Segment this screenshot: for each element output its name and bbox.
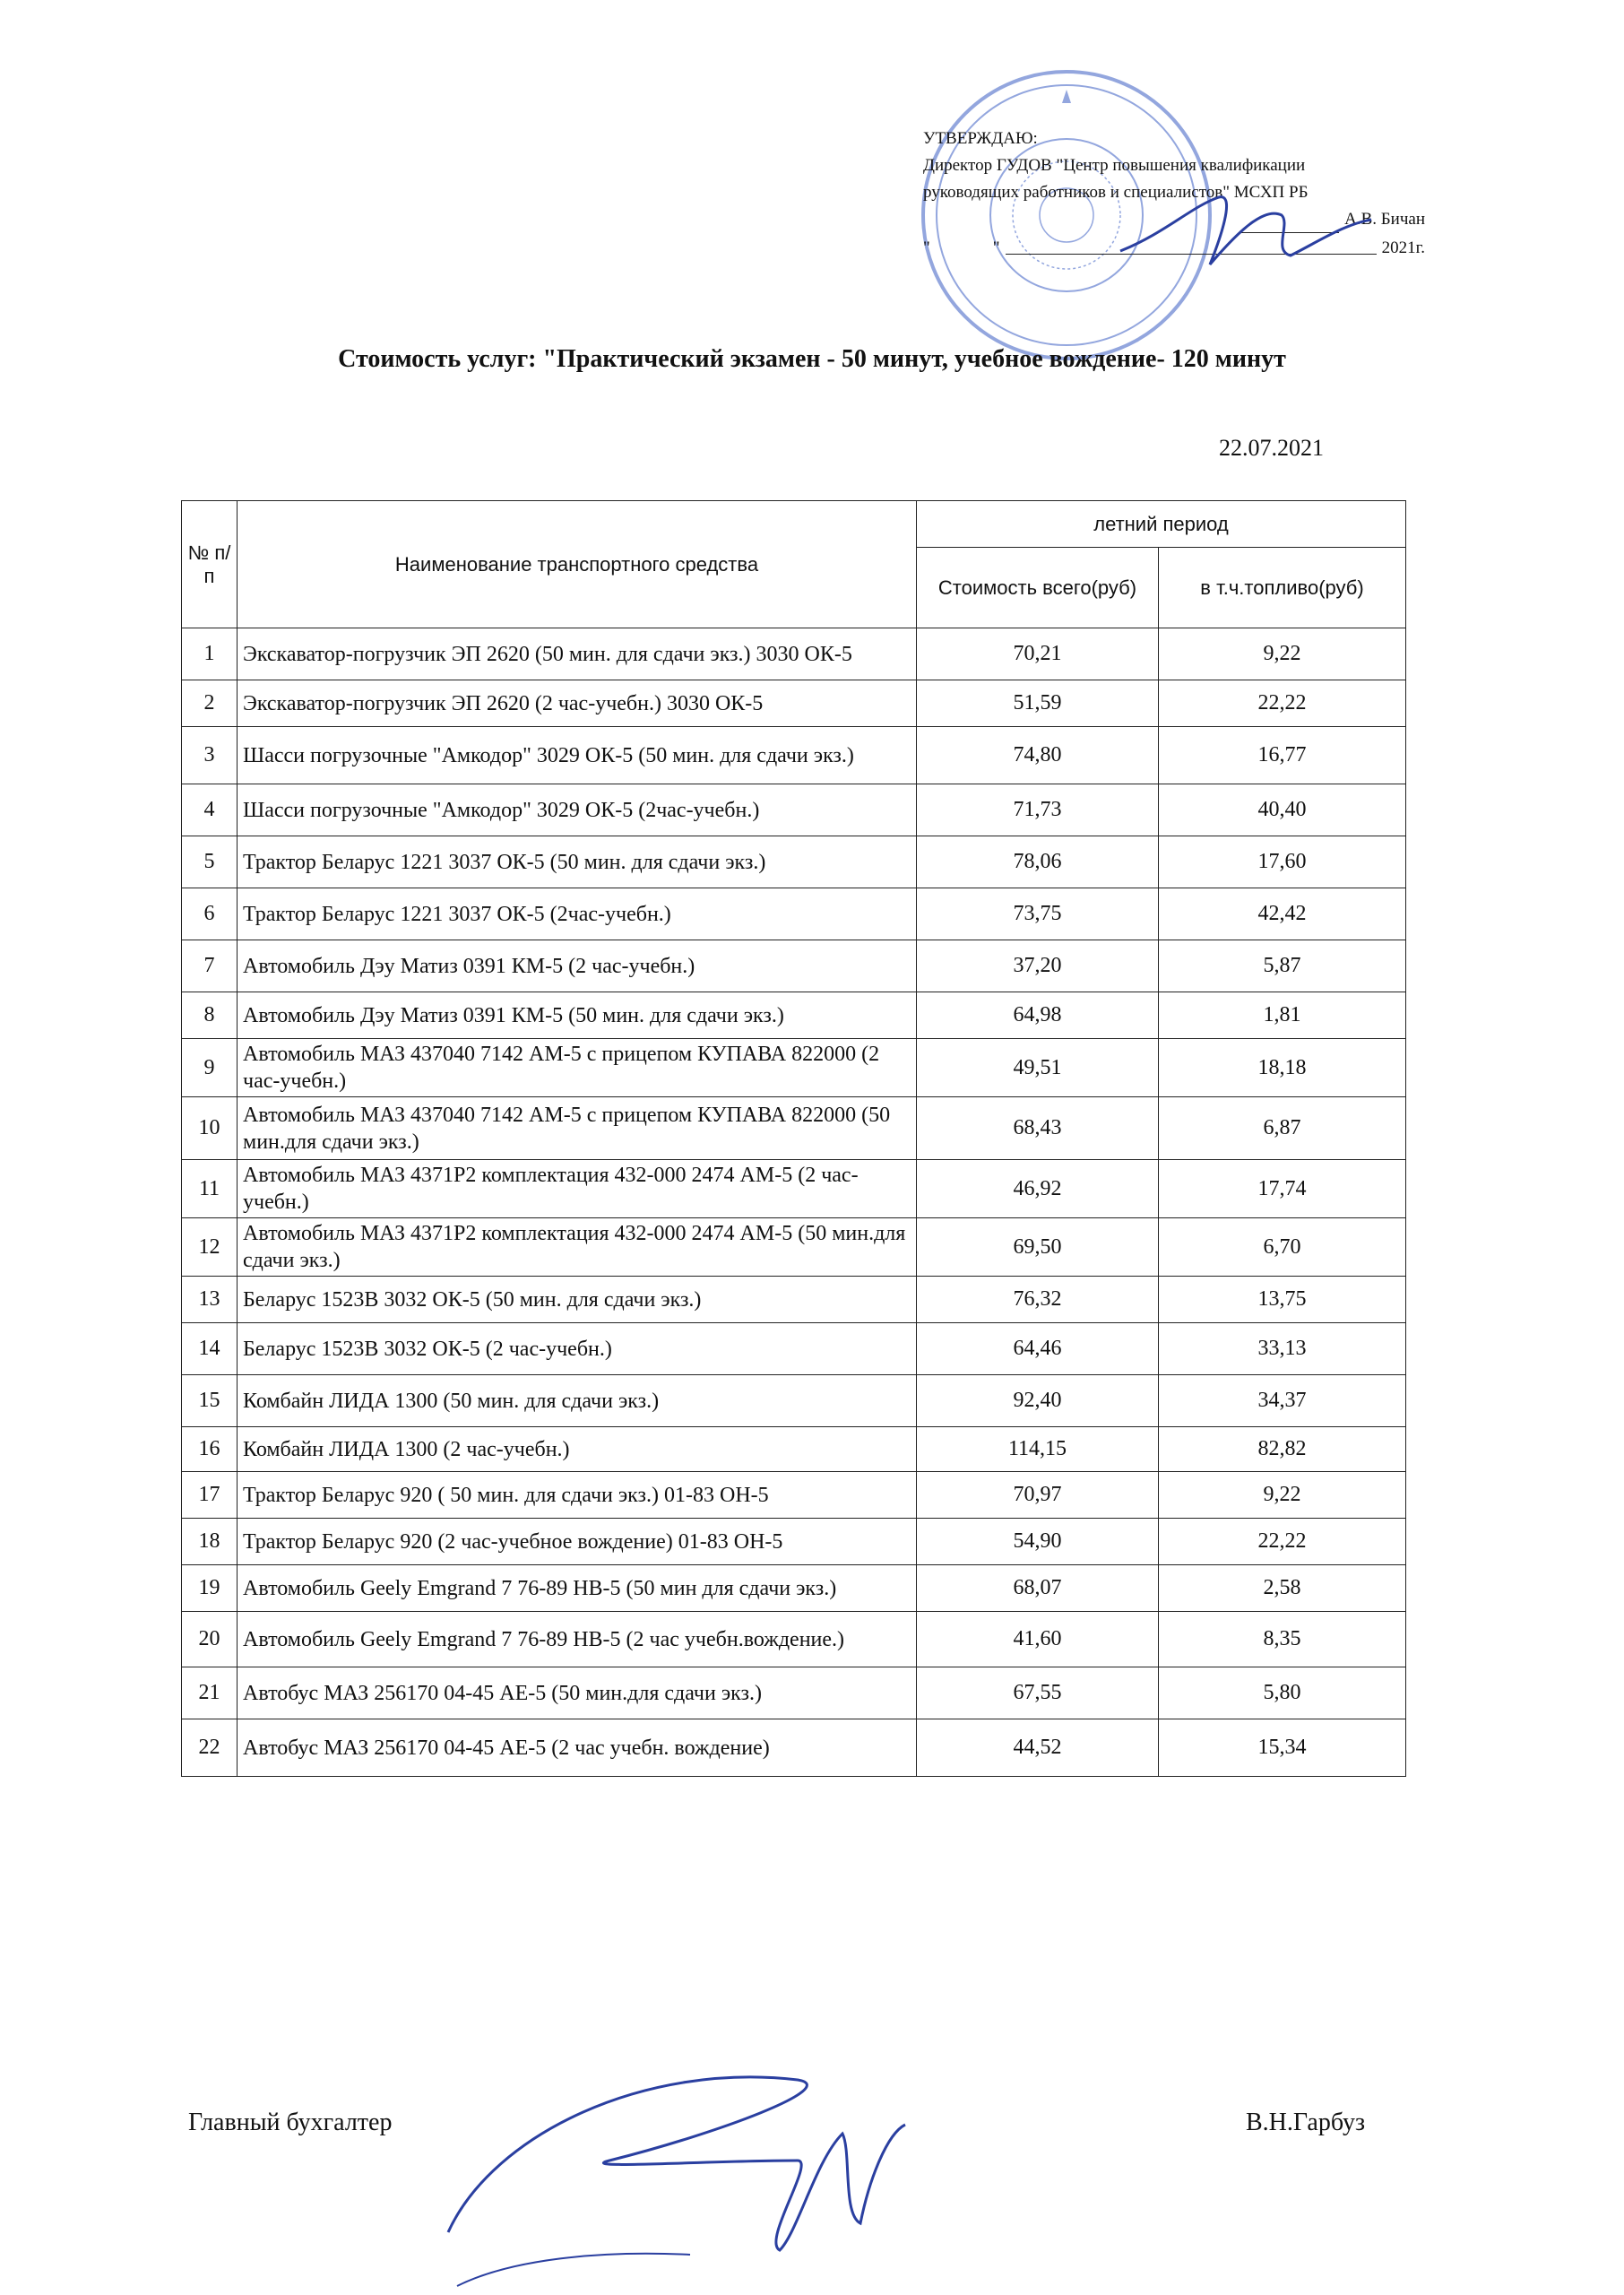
row-fuel-cost: 40,40 [1159,784,1406,836]
table-row [182,1427,1406,1472]
row-fuel-cost: 18,18 [1159,1039,1406,1097]
row-total-cost: 76,32 [917,1277,1159,1323]
row-total-cost: 78,06 [917,836,1159,888]
table-row [182,1160,1406,1218]
row-total-cost: 49,51 [917,1039,1159,1097]
approval-date-quote-close: " [992,238,1000,257]
row-fuel-cost: 9,22 [1159,628,1406,680]
row-fuel-cost: 22,22 [1159,1519,1406,1565]
row-fuel-cost: 6,87 [1159,1097,1406,1160]
table-row [182,628,1406,680]
row-number: 5 [182,836,238,888]
row-fuel-cost: 33,13 [1159,1323,1406,1375]
row-vehicle-name: Автомобиль Дэу Матиз 0391 КМ-5 (50 мин. для сдачи экз.) [238,992,917,1039]
row-total-cost: 44,52 [917,1719,1159,1777]
row-number: 4 [182,784,238,836]
row-fuel-cost: 17,74 [1159,1160,1406,1218]
row-total-cost: 70,97 [917,1472,1159,1519]
table-row [182,1719,1406,1777]
row-number: 15 [182,1375,238,1427]
row-vehicle-name: Автомобиль МАЗ 437040 7142 АМ-5 с прицепом КУПАВА 822000 (2 час-учебн.) [238,1039,917,1097]
column-header-fuel: в т.ч.топливо(руб) [1159,548,1406,628]
row-fuel-cost: 13,75 [1159,1277,1406,1323]
row-total-cost: 92,40 [917,1375,1159,1427]
table-row [182,680,1406,727]
row-vehicle-name: Автомобиль Geely Emgrand 7 76-89 НВ-5 (2 час учебн.вождение.) [238,1612,917,1667]
accountant-name: В.Н.Гарбуз [1246,2109,1366,2136]
row-number: 18 [182,1519,238,1565]
row-total-cost: 51,59 [917,680,1159,727]
table-row [182,1039,1406,1097]
row-vehicle-name: Автобус МАЗ 256170 04-45 АЕ-5 (50 мин.для сдачи экз.) [238,1667,917,1719]
row-vehicle-name: Комбайн ЛИДА 1300 (50 мин. для сдачи экз.) [238,1375,917,1427]
row-vehicle-name: Трактор Беларус 920 (2 час-учебное вождение) 01-83 ОН-5 [238,1519,917,1565]
row-total-cost: 74,80 [917,727,1159,784]
row-number: 9 [182,1039,238,1097]
row-total-cost: 64,46 [917,1323,1159,1375]
row-number: 7 [182,940,238,992]
row-vehicle-name: Автомобиль Geely Emgrand 7 76-89 НВ-5 (50 мин для сдачи экз.) [238,1565,917,1612]
row-total-cost: 69,50 [917,1218,1159,1277]
row-number: 14 [182,1323,238,1375]
row-total-cost: 67,55 [917,1667,1159,1719]
row-vehicle-name: Трактор Беларус 1221 3037 ОК-5 (50 мин. для сдачи экз.) [238,836,917,888]
row-number: 16 [182,1427,238,1472]
approval-heading: УТВЕРЖДАЮ: [923,129,1038,148]
table-row [182,1565,1406,1612]
row-vehicle-name: Автобус МАЗ 256170 04-45 АЕ-5 (2 час учебн. вождение) [238,1719,917,1777]
table-row [182,836,1406,888]
row-number: 12 [182,1218,238,1277]
table-row [182,784,1406,836]
price-table [181,500,1406,1777]
table-row [182,1612,1406,1667]
table-row [182,888,1406,940]
document-date: 22.07.2021 [1219,435,1324,461]
table-row [182,1277,1406,1323]
row-fuel-cost: 16,77 [1159,727,1406,784]
row-fuel-cost: 8,35 [1159,1612,1406,1667]
row-vehicle-name: Трактор Беларус 1221 3037 ОК-5 (2час-учебн.) [238,888,917,940]
row-number: 2 [182,680,238,727]
column-header-total: Стоимость всего(руб) [917,548,1159,628]
row-number: 22 [182,1719,238,1777]
table-row [182,1218,1406,1277]
row-number: 8 [182,992,238,1039]
table-row [182,1375,1406,1427]
table-row [182,727,1406,784]
row-fuel-cost: 5,87 [1159,940,1406,992]
row-vehicle-name: Автомобиль МАЗ 437040 7142 АМ-5 с прицепом КУПАВА 822000 (50 мин.для сдачи экз.) [238,1097,917,1160]
row-number: 10 [182,1097,238,1160]
row-vehicle-name: Экскаватор-погрузчик ЭП 2620 (50 мин. для сдачи экз.) 3030 ОК-5 [238,628,917,680]
row-total-cost: 114,15 [917,1427,1159,1472]
row-number: 11 [182,1160,238,1218]
page-title: Стоимость услуг: "Практический экзамен - 50 минут, учебное вождение- 120 минут [338,345,1286,373]
row-total-cost: 41,60 [917,1612,1159,1667]
row-number: 13 [182,1277,238,1323]
table-row [182,1519,1406,1565]
column-header-period: летний период [917,501,1406,548]
row-number: 6 [182,888,238,940]
director-signature [1111,179,1380,278]
price-table-body [182,628,1406,1777]
row-fuel-cost: 22,22 [1159,680,1406,727]
row-fuel-cost: 9,22 [1159,1472,1406,1519]
row-vehicle-name: Шасси погрузочные "Амкодор" 3029 ОК-5 (50 мин. для сдачи экз.) [238,727,917,784]
row-vehicle-name: Автомобиль МАЗ 4371Р2 комплектация 432-000 2474 АМ-5 (50 мин.для сдачи экз.) [238,1218,917,1277]
table-row [182,1472,1406,1519]
row-fuel-cost: 17,60 [1159,836,1406,888]
table-row [182,1667,1406,1719]
row-number: 20 [182,1612,238,1667]
row-vehicle-name: Шасси погрузочные "Амкодор" 3029 ОК-5 (2час-учебн.) [238,784,917,836]
accountant-signature [421,2026,977,2295]
row-vehicle-name: Автомобиль Дэу Матиз 0391 КМ-5 (2 час-учебн.) [238,940,917,992]
row-vehicle-name: Беларус 1523В 3032 ОК-5 (50 мин. для сдачи экз.) [238,1277,917,1323]
row-total-cost: 71,73 [917,784,1159,836]
row-fuel-cost: 42,42 [1159,888,1406,940]
row-vehicle-name: Экскаватор-погрузчик ЭП 2620 (2 час-учебн.) 3030 ОК-5 [238,680,917,727]
row-fuel-cost: 82,82 [1159,1427,1406,1472]
row-vehicle-name: Беларус 1523В 3032 ОК-5 (2 час-учебн.) [238,1323,917,1375]
table-row [182,1097,1406,1160]
row-total-cost: 46,92 [917,1160,1159,1218]
row-fuel-cost: 1,81 [1159,992,1406,1039]
row-vehicle-name: Комбайн ЛИДА 1300 (2 час-учебн.) [238,1427,917,1472]
row-total-cost: 70,21 [917,628,1159,680]
row-number: 1 [182,628,238,680]
row-fuel-cost: 34,37 [1159,1375,1406,1427]
table-row [182,1323,1406,1375]
row-number: 19 [182,1565,238,1612]
approval-line-2: руководящих работников и специалистов" МСХП РБ [923,183,1309,202]
approval-year: 2021г. [1381,238,1425,257]
row-fuel-cost: 2,58 [1159,1565,1406,1612]
column-header-number: № п/п [182,501,238,628]
row-fuel-cost: 15,34 [1159,1719,1406,1777]
row-fuel-cost: 6,70 [1159,1218,1406,1277]
row-number: 17 [182,1472,238,1519]
row-total-cost: 37,20 [917,940,1159,992]
row-fuel-cost: 5,80 [1159,1667,1406,1719]
row-vehicle-name: Трактор Беларус 920 ( 50 мин. для сдачи экз.) 01-83 ОН-5 [238,1472,917,1519]
row-total-cost: 54,90 [917,1519,1159,1565]
column-header-name: Наименование транспортного средства [238,501,917,628]
approval-line-1: Директор ГУДОВ "Центр повышения квалификации [923,156,1306,175]
row-number: 21 [182,1667,238,1719]
approval-signer: А.В. Бичан [1344,210,1425,229]
row-total-cost: 68,43 [917,1097,1159,1160]
row-total-cost: 64,98 [917,992,1159,1039]
row-total-cost: 73,75 [917,888,1159,940]
row-number: 3 [182,727,238,784]
approval-date-quote-open: " [923,238,930,257]
accountant-role: Главный бухгалтер [188,2109,393,2136]
row-total-cost: 68,07 [917,1565,1159,1612]
row-vehicle-name: Автомобиль МАЗ 4371Р2 комплектация 432-000 2474 АМ-5 (2 час-учебн.) [238,1160,917,1218]
table-row [182,992,1406,1039]
table-row [182,940,1406,992]
